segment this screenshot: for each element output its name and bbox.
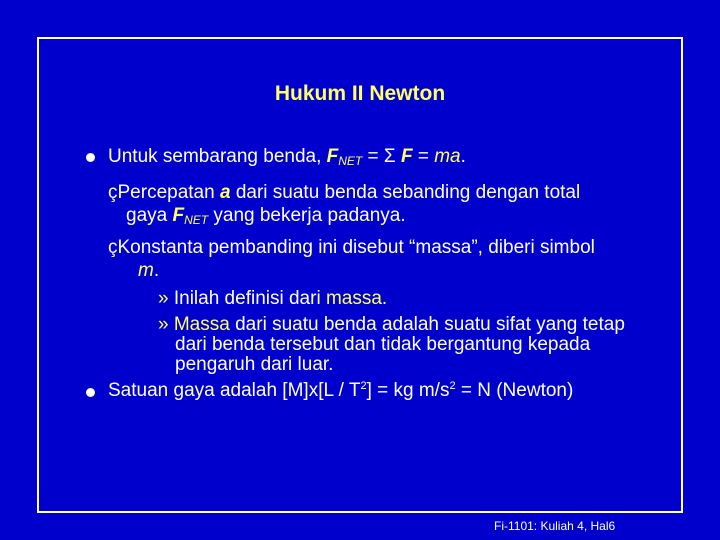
subsub1-end: . [381, 288, 388, 309]
sub1-line2-post: yang bekerja padanya. [208, 205, 406, 226]
net-subscript: NET [338, 154, 363, 168]
sup-1: 2 [360, 380, 367, 392]
raquo-bullet-icon: » [158, 314, 169, 335]
f-net-symbol-2: F [172, 205, 185, 226]
slide-title: Hukum II Newton [274, 82, 446, 105]
arrow-bullet-icon: ç [108, 237, 118, 258]
subsub-definition [158, 288, 387, 310]
f-net-symbol: F [326, 146, 339, 167]
subsub2-line2: dari benda tersebut dan tidak bergantung kepada [175, 334, 591, 355]
f-symbol: F [400, 146, 413, 167]
sub1-line2-pre: gaya [126, 205, 173, 226]
slide-footer: Fi-1101: Kuliah 4, Hal6 [494, 519, 616, 533]
bullet-net-force [108, 146, 466, 168]
massa-word: massa [325, 288, 382, 309]
a-symbol: a [219, 182, 231, 203]
arrow-bullet-icon: ç [108, 182, 118, 203]
bullet2-mid: ] = kg m/s [366, 380, 450, 401]
equals-sign: = [412, 146, 435, 167]
ma-symbol: ma [434, 146, 461, 167]
m-symbol: m [138, 260, 154, 281]
sum-sign: = Σ [362, 146, 401, 167]
sub-point-mass-constant [108, 236, 595, 282]
bullet-dot-icon [86, 153, 95, 162]
subsub2-line1-post: dari suatu benda adalah suatu sifat yang tetap [229, 314, 625, 335]
sub2-line1: Konstanta pembanding ini disebut “massa”, diberi simbol [117, 237, 595, 258]
bullet-force-unit [108, 380, 573, 402]
subsub2-line3: pengaruh dari luar. [175, 354, 334, 375]
bullet2-pre: Satuan gaya adalah [M]x[L / T [108, 380, 361, 401]
massa-word-2: Massa [173, 314, 230, 335]
bullet1-prefix: Untuk sembarang benda, [108, 146, 327, 167]
sub-point-acceleration [108, 181, 580, 232]
subsub1-pre: Inilah definisi dari [173, 288, 326, 309]
period: . [460, 146, 466, 167]
sub1-line1-pre: Percepatan [117, 182, 220, 203]
bullet-dot-icon [86, 388, 95, 397]
sup-2: 2 [449, 380, 456, 392]
bullet2-post: = N (Newton) [455, 380, 574, 401]
subsub-mass-property [158, 315, 625, 375]
raquo-bullet-icon: » [158, 288, 169, 309]
net-subscript-2: NET [184, 213, 209, 227]
sub1-line1-post: dari suatu benda sebanding dengan total [230, 182, 581, 203]
sub2-m-end: . [153, 260, 160, 281]
